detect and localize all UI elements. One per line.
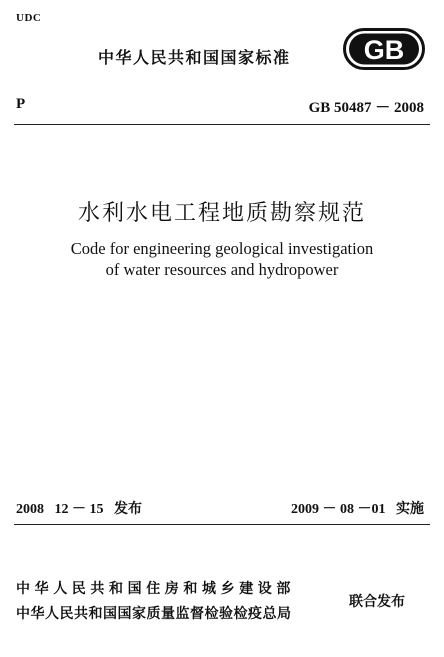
title-english-line1: Code for engineering geological investigation	[70, 239, 374, 258]
udc-label: UDC	[16, 12, 42, 24]
standard-code: GB 50487 － 2008	[308, 100, 424, 116]
category-label: P	[16, 96, 26, 112]
gb-logo	[343, 28, 425, 70]
bottom-divider	[14, 524, 430, 525]
issue-date: 2008 12 － 15	[16, 502, 104, 517]
standard-type: 中华人民共和国国家标准	[98, 48, 291, 67]
title-english	[0, 238, 444, 280]
title-chinese: 水利水电工程地质勘察规范	[77, 201, 366, 226]
title-english-line2: of water resources and hydropower	[105, 260, 339, 279]
issue-date-block	[16, 498, 142, 518]
top-divider	[14, 124, 430, 125]
implement-date-block	[291, 498, 424, 518]
publisher-aqsiq: 中华人民共和国国家质量监督检验检疫总局	[16, 606, 292, 622]
issue-label: 发布	[114, 501, 142, 517]
gb-logo-text: GB	[363, 35, 405, 65]
joint-release-label: 联合发布	[349, 594, 405, 610]
implement-label: 实施	[396, 501, 424, 517]
publisher-ministry: 中华人民共和国住房和城乡建设部	[16, 581, 295, 597]
implement-date: 2009 － 08 －01	[291, 502, 386, 517]
